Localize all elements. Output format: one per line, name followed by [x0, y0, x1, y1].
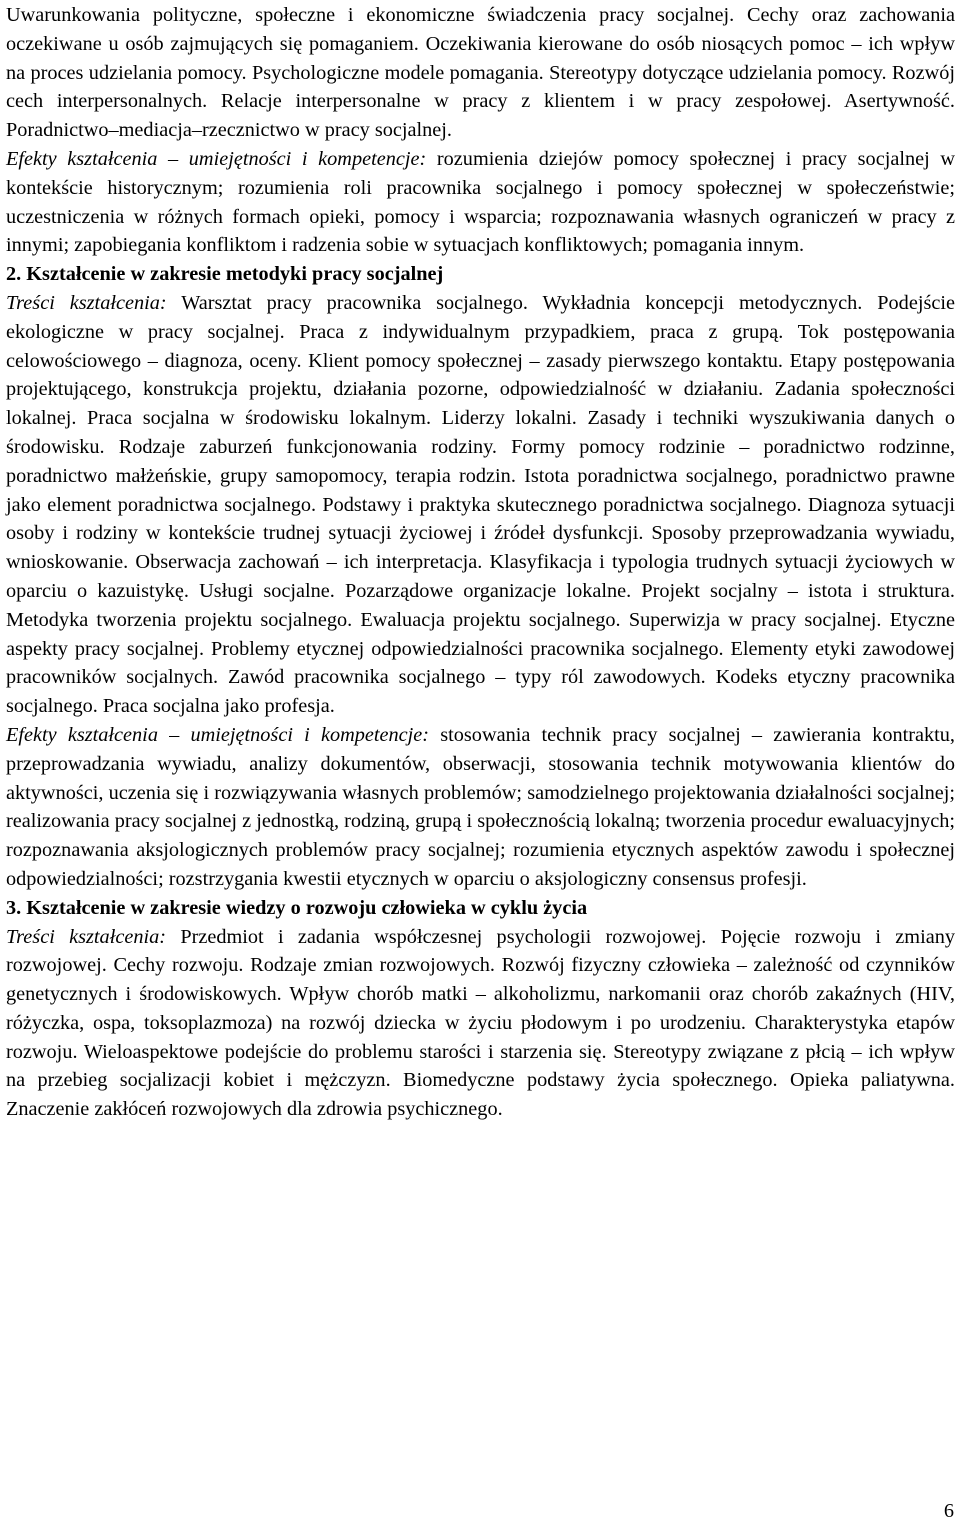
lead-label: Efekty kształcenia – umiejętności i kompetencje:	[6, 723, 430, 746]
paragraph-text: stosowania technik pracy socjalnej – zawierania kontraktu, przeprowadzania wywiadu, analizy dokumentów, obserwacji, stosowania technik motywowania klientów do aktywności, uczenia się i rozwiązywania własnych problemów; samodzielnego projektowania działalności socjalnej; realizowania pracy socjalnej z jednostką, rodziną, grupą i społecznością lokalną; tworzenia procedur ewaluacyjnych; rozpoznawania aksjologicznych problemów pracy socjalnej; rozumienia etycznych aspektów zawodu i społecznej odpowiedzialności; rozstrzygania kwestii etycznych w oparciu o aksjologiczny consensus profesji.	[6, 723, 956, 890]
lead-label: Treści kształcenia:	[6, 925, 167, 948]
paragraph-development-content	[6, 923, 955, 1125]
page-number: 6	[943, 1500, 954, 1522]
paragraph-text: Warsztat pracy pracownika socjalnego. Wykładnia koncepcji metodycznych. Podejście ekologiczne w pracy socjalnej. Praca z indywidualnym przypadkiem, praca z grupą. Tok postępowania celowościowego – diagnoza, oceny. Klient pomocy społecznej – zasady pierwszego kontaktu. Etapy postępowania projektującego, konstrukcja projektu, działania pozorne, odpowiedzialność w działaniu. Zadania społeczności lokalnej. Praca socjalna w środowisku lokalnym. Liderzy lokalni. Zasady i techniki wyszukiwania danych o środowisku. Rodzaje zaburzeń funkcjonowania rodziny. Formy pomocy rodzinie – poradnictwo rodzinne, poradnictwo małżeńskie, grupy samopomocy, terapia rodzin. Istota poradnictwa socjalnego, poradnictwo prawne jako element poradnictwa socjalnego. Podstawy i praktyka skutecznego poradnictwa socjalnego. Diagnoza sytuacji osoby i rodziny w kontekście trudnej sytuacji życiowej i źródeł dysfunkcji. Sposoby przeprowadzania wywiadu, wnioskowanie. Obserwacja zachowań – ich interpretacja. Klasyfikacja i typologia trudnych sytuacji życiowych w oparciu o kazuistykę. Usługi socjalne. Pozarządowe organizacje lokalne. Projekt socjalny – istota i struktura. Metodyka tworzenia projektu socjalnego. Ewaluacja projektu socjalnego. Superwizja w pracy socjalnej. Etyczne aspekty pracy socjalnej. Problemy etycznej odpowiedzialności pracownika socjalnego. Elementy etyki zawodowej pracowników socjalnych. Zawód pracownika socjalnego – typy ról zawodowych. Kodeks etyczny pracownika socjalnego. Praca socjalna jako profesja.	[6, 291, 955, 718]
paragraph-text: Przedmiot i zadania współczesnej psychologii rozwojowej. Pojęcie rozwoju i zmiany rozwojowej. Cechy rozwoju. Rodzaje zmian rozwojowych. Rozwój fizyczny człowieka – zależność od czynników genetycznych i środowiskowych. Wpływ chorób matki – alkoholizmu, narkomanii oraz chorób zakaźnych (HIV, różyczka, ospa, toksoplazmoza) na rozwój dziecka w życiu płodowym i po urodzeniu. Charakterystyka etapów rozwoju. Wieloaspektowe podejście do problemu starości i starzenia się. Stereotypy związane z płcią – ich wpływ na przebieg socjalizacji kobiet i mężczyzn. Biomedyczne podstawy życia społecznego. Opieka paliatywna. Znaczenie zakłóceń rozwojowych dla zdrowia psychicznego.	[6, 925, 955, 1121]
section-heading-methodology: 2. Kształcenie w zakresie metodyki pracy socjalnej	[6, 263, 444, 286]
paragraph-methodology-content	[6, 289, 955, 721]
document-body	[6, 1, 955, 1124]
paragraph-helping-models	[6, 1, 955, 145]
section-heading-human-development: 3. Kształcenie w zakresie wiedzy o rozwoju człowieka w cyklu życia	[6, 896, 588, 919]
paragraph-text: rozumienia dziejów pomocy społecznej i pracy socjalnej w kontekście historycznym; rozumienia roli pracownika socjalnego i pomocy społecznej w społeczeństwie; uczestniczenia w różnych formach opieki, pomocy i wsparcia; rozpoznawania własnych ograniczeń w pracy z innymi; zapobiegania konfliktom i radzenia sobie w sytuacjach konfliktowych; pomagania innym.	[6, 147, 956, 257]
paragraph-outcomes-helping	[6, 145, 955, 260]
paragraph-text: Uwarunkowania polityczne, społeczne i ekonomiczne świadczenia pracy socjalnej. Cechy oraz zachowania oczekiwane u osób zajmujących się pomaganiem. Oczekiwania kierowane do osób niosących pomoc – ich wpływ na proces udzielania pomocy. Psychologiczne modele pomagania. Stereotypy dotyczące udzielania pomocy. Rozwój cech interpersonalnych. Relacje interpersonalne w pracy z klientem i w pracy zespołowej. Asertywność. Poradnictwo–mediacja–rzecznictwo w pracy socjalnej.	[6, 4, 955, 142]
paragraph-outcomes-methodology	[6, 721, 955, 894]
lead-label: Treści kształcenia:	[6, 291, 167, 314]
lead-label: Efekty kształcenia – umiejętności i kompetencje:	[6, 147, 427, 170]
